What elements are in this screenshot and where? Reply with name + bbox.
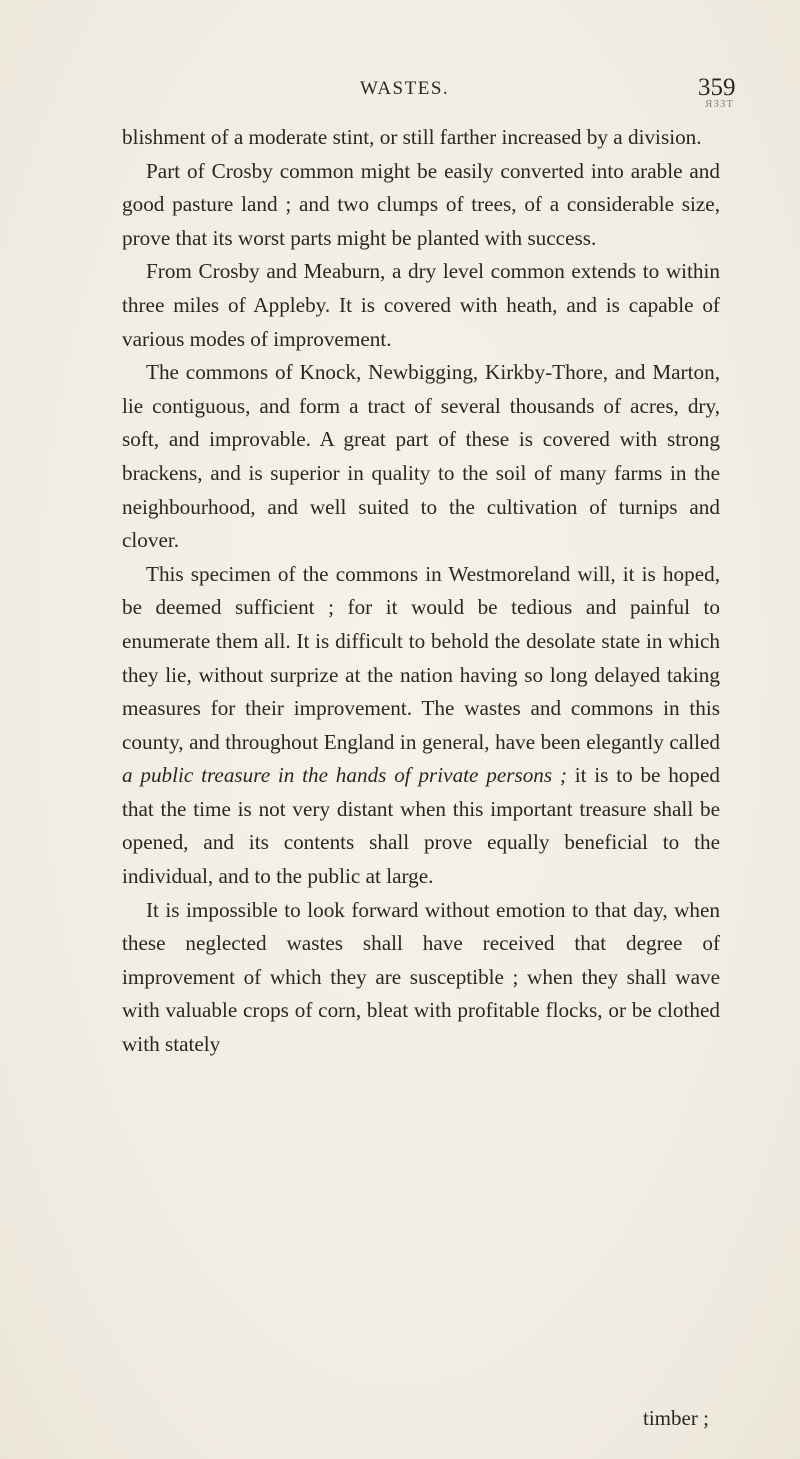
running-head	[0, 74, 800, 108]
paragraph-5-after: it is to be hoped that the time is not very distant when this important treasure shall be opened, and its contents shall prove equally beneficial to the individual, and to the public at large.	[122, 763, 720, 889]
paragraph-5	[122, 558, 720, 894]
body-text	[122, 121, 720, 1062]
paragraph-1: blishment of a moderate stint, or still farther increased by a division.	[122, 125, 702, 149]
paragraph-6: It is impossible to look forward without emotion to that day, when these neglected wastes shall have received that degree of improvement of which they are susceptible ; when they shall wave with valuable crops of corn, bleat with profitable flocks, or be clothed with stately	[122, 897, 720, 1057]
paragraph-5-before: This specimen of the commons in Westmoreland will, it is hoped, be deemed sufficient ; for it would be tedious and painful to enumerate them all. It is difficult to behold the desolate state in which they lie, without surprize at the nation having so long delayed taking measures for their improvement. The wastes and commons in this county, and throughout England in general, have been elegantly called	[122, 561, 720, 754]
paragraph-5-emphasis: a public treasure in the hands of private persons ;	[122, 763, 567, 788]
ink-mark: ЯЗЗТ	[705, 98, 735, 110]
paragraph-3: From Crosby and Meaburn, a dry level common extends to within three miles of Appleby. It is covered with heath, and is capable of various modes of improvement.	[122, 259, 720, 351]
running-title: WASTES.	[360, 78, 450, 99]
paragraph-2: Part of Crosby common might be easily converted into arable and good pasture land ; and two clumps of trees, of a considerable size, prove that its worst parts might be planted with success.	[122, 158, 720, 250]
catchword: timber ;	[643, 1406, 709, 1430]
page-number: 359	[698, 74, 736, 101]
paragraph-4: The commons of Knock, Newbigging, Kirkby-Thore, and Marton, lie contiguous, and form a tract of several thousands of acres, dry, soft, and improvable. A great part of these is covered with strong brackens, and is superior in quality to the soil of many farms in the neighbourhood, and well suited to the cultivation of turnips and clover.	[122, 360, 720, 553]
